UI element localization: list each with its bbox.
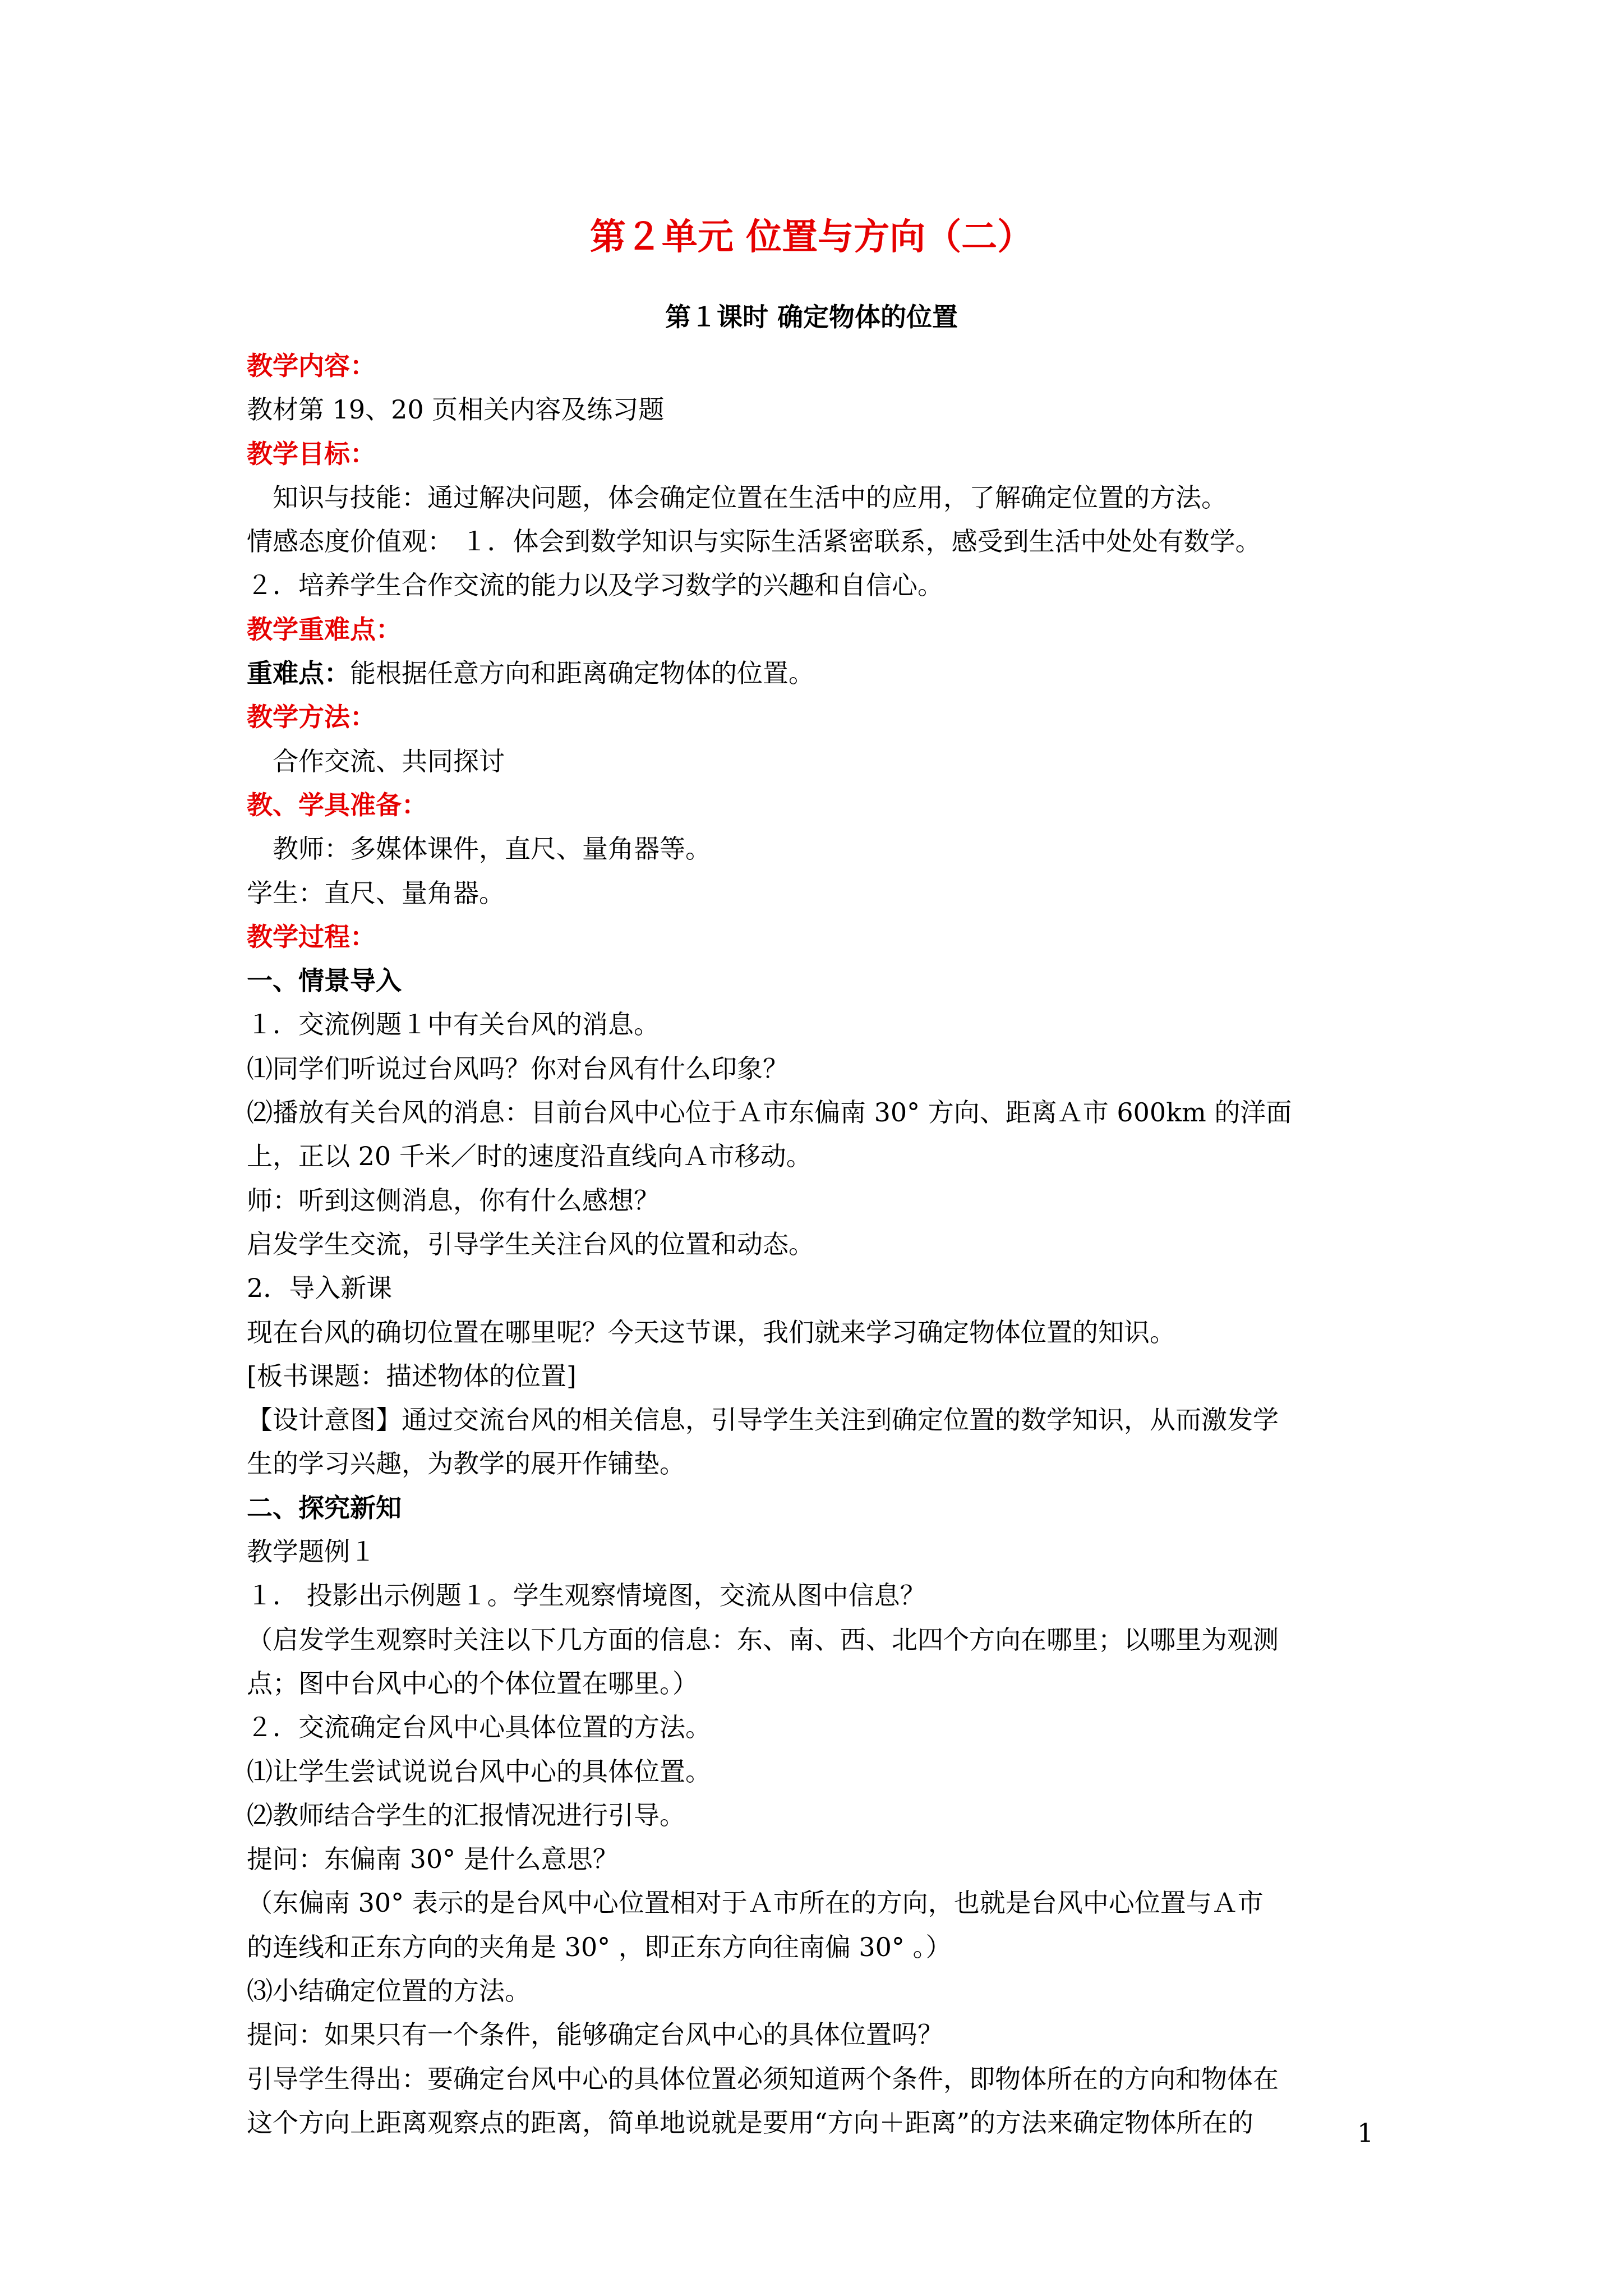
- text-line: ⑴让学生尝试说说台风中心的具体位置。: [247, 1756, 711, 1787]
- page-number: 1: [1357, 2118, 1374, 2148]
- text-line: 情感态度价值观： １．体会到数学知识与实际生活紧密联系，感受到生活中处处有数学。: [247, 526, 1261, 557]
- text-line: 生的学习兴趣，为教学的展开作铺垫。: [247, 1448, 685, 1479]
- document-body: [247, 344, 1391, 2145]
- text-line: ２．交流确定台风中心具体位置的方法。: [247, 1712, 711, 1743]
- text-line: 教学题例１: [247, 1536, 376, 1567]
- text-line: [板书课题：描述物体的位置]: [247, 1360, 577, 1391]
- text-line: 引导学生得出：要确定台风中心的具体位置必须知道两个条件，即物体所在的方向和物体在: [247, 2063, 1279, 2094]
- section-heading: 教、学具准备：: [247, 789, 427, 820]
- text-line: [247, 651, 1391, 695]
- text-line: ２．培养学生合作交流的能力以及学习数学的兴趣和自信心。: [247, 570, 943, 601]
- text-line: ⑵播放有关台风的消息：目前台风中心位于Ａ市东偏南 30° 方向、距离Ａ市 600km 的洋面: [247, 1097, 1292, 1128]
- text-line: 启发学生交流，引导学生关注台风的位置和动态。: [247, 1228, 814, 1259]
- text-line: 提问：如果只有一个条件，能够确定台风中心的具体位置吗？: [247, 2019, 943, 2050]
- text-line: 合作交流、共同探讨: [273, 746, 505, 776]
- text-line: 这个方向上距离观察点的距离，简单地说就是要用“方向＋距离”的方法来确定物体所在的: [247, 2107, 1254, 2138]
- text-line: 师：听到这侧消息，你有什么感想？: [247, 1185, 660, 1216]
- section-heading: 教学过程：: [247, 921, 376, 952]
- line-label: 重难点：: [247, 658, 350, 689]
- text-line: ⑵教师结合学生的汇报情况进行引导。: [247, 1800, 685, 1830]
- text-line: 2．导入新课: [247, 1273, 393, 1304]
- subsection-heading: 二、探究新知: [247, 1492, 402, 1523]
- unit-title: 第２单元 位置与方向（二）: [589, 216, 1034, 258]
- text-line: 提问：东偏南 30° 是什么意思？: [247, 1844, 619, 1875]
- text-line: 教师：多媒体课件，直尺、量角器等。: [273, 834, 711, 864]
- text-line: ⑶小结确定位置的方法。: [247, 1975, 531, 2006]
- text-line: （启发学生观察时关注以下几方面的信息：东、南、西、北四个方向在哪里；以哪里为观测: [247, 1624, 1279, 1655]
- text-line: 现在台风的确切位置在哪里呢？今天这节课，我们就来学习确定物体位置的知识。: [247, 1317, 1175, 1347]
- lesson-subtitle: 第１课时 确定物体的位置: [665, 302, 958, 332]
- text-line: 教材第 19、20 页相关内容及练习题: [247, 394, 665, 425]
- text-line: 的连线和正东方向的夹角是 30° ，即正东方向往南偏 30° 。）: [247, 1931, 952, 1962]
- section-heading: 教学目标：: [247, 438, 376, 469]
- text-line: 上，正以 20 千米／时的速度沿直线向Ａ市移动。: [247, 1141, 812, 1172]
- section-heading: 教学内容：: [247, 351, 376, 381]
- subsection-heading: 一、情景导入: [247, 965, 402, 996]
- text-line: １．交流例题１中有关台风的消息。: [247, 1009, 660, 1040]
- line-text: 能根据任意方向和距离确定物体的位置。: [350, 658, 814, 689]
- text-line: １． 投影出示例题１。学生观察情境图，交流从图中信息？: [247, 1580, 926, 1611]
- text-line: 【设计意图】通过交流台风的相关信息，引导学生关注到确定位置的数学知识，从而激发学: [247, 1405, 1279, 1435]
- section-heading: 教学方法：: [247, 702, 376, 733]
- text-line: （东偏南 30° 表示的是台风中心位置相对于Ａ市所在的方向，也就是台风中心位置与Ａ市: [247, 1888, 1264, 1918]
- text-line: 学生：直尺、量角器。: [247, 877, 505, 908]
- text-line: 点；图中台风中心的个体位置在哪里。）: [247, 1668, 698, 1699]
- text-line: 知识与技能：通过解决问题，体会确定位置在生活中的应用，了解确定位置的方法。: [273, 482, 1227, 513]
- text-line: ⑴同学们听说过台风吗？你对台风有什么印象？: [247, 1053, 789, 1084]
- section-heading: 教学重难点：: [247, 614, 402, 645]
